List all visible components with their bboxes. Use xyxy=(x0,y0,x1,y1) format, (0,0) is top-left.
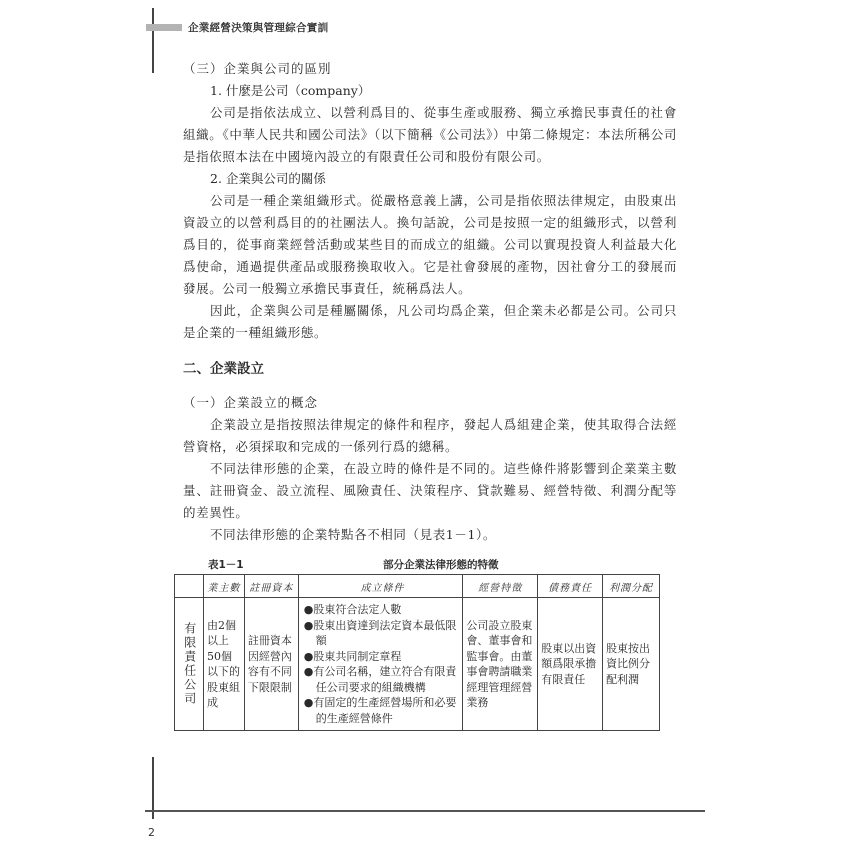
cell-liability: 股東以出資額爲限承擔有限責任 xyxy=(538,598,603,731)
cell-conditions xyxy=(298,598,463,731)
paragraph-establishment-1: 企業設立是指按照法律規定的條件和程序，發起人爲組建企業，使其取得合法經營資格，必須採取和完成的一係列行爲的總稱。 xyxy=(183,417,677,454)
subheading-relationship: 2. 企業與公司的關係 xyxy=(210,171,326,186)
cell-owners: 由2個以上50個以下的股東組成 xyxy=(203,598,244,731)
header-bar xyxy=(146,24,182,31)
paragraph-company-definition: 公司是指依法成立、以營利爲目的、從事生產或服務、獨立承擔民事責任的社會組織。《中華人民共和國公司法》（以下簡稱《公司法》）中第二條規定：本法所稱公司是指依照本法在中國境內設立的有限責任公司和股份有限公司。 xyxy=(183,105,677,164)
legal-forms-table xyxy=(174,574,660,731)
condition-item: ●有固定的生產經營場所和必要的生產經營條件 xyxy=(303,696,457,725)
condition-item: ●有公司名稱，建立符合有限責任公司要求的組織機構 xyxy=(303,665,457,694)
page-content xyxy=(183,58,677,731)
bullet-icon: ● xyxy=(303,665,314,678)
cell-profit: 股東按出資比例分配利潤 xyxy=(603,598,660,731)
condition-item: ●股東符合法定人數 xyxy=(303,603,402,616)
subheading-establishment-concept: （一）企業設立的概念 xyxy=(183,395,319,410)
paragraph-relationship-1: 公司是一種企業組織形式。從嚴格意義上講，公司是指依照法律規定，由股東出資設立的以營利爲目的的社團法人。換句話說，公司是按照一定的組織形式，以營利爲目的，從事商業經營活動或某些目的而成立的組織。公司以實現投資人利益最大化爲使命，通過提供產品或服務換取收入。它是社會發展的產物，因社會分工的發展而發展。公司一般獨立承擔民事責任，統稱爲法人。 xyxy=(183,193,677,296)
bullet-icon: ● xyxy=(303,618,314,632)
header-capital: 註冊資本 xyxy=(244,575,298,598)
bullet-icon: ● xyxy=(303,649,314,663)
paragraph-establishment-2: 不同法律形態的企業，在設立時的條件是不同的。這些條件將影響到企業業主數量、註冊資金、設立流程、風險責任、決策程序、貸款難易、經營特徵、利潤分配等的差異性。 xyxy=(183,461,677,520)
section-heading-establishment: 二、企業設立 xyxy=(183,361,264,377)
cell-type: 有限責任公司 xyxy=(175,598,204,731)
paragraph-relationship-2: 因此，企業與公司是種屬關係，凡公司均爲企業，但企業未必都是公司。公司只是企業的一種組織形態。 xyxy=(183,303,677,340)
header-profit: 利潤分配 xyxy=(603,575,660,598)
table-number: 表1－1 xyxy=(208,559,244,571)
paragraph-establishment-3: 不同法律形態的企業特點各不相同（見表1－1）。 xyxy=(210,527,496,542)
margin-rule-top xyxy=(152,8,154,73)
condition-item: ●股東出資達到法定資本最低限額 xyxy=(303,618,457,647)
condition-item: ●股東共同制定章程 xyxy=(303,649,402,663)
header-liability: 債務責任 xyxy=(538,575,603,598)
table-caption xyxy=(183,554,677,574)
table-row xyxy=(175,598,660,731)
bullet-icon: ● xyxy=(303,696,314,709)
subheading-what-is-company: 1. 什麼是公司（company） xyxy=(210,83,371,98)
header-conditions: 成立條件 xyxy=(298,575,463,598)
header-owners: 業主數 xyxy=(203,575,244,598)
running-head: 企業經營決策與管理綜合實訓 xyxy=(188,22,329,34)
bullet-icon: ● xyxy=(303,603,314,616)
header-type xyxy=(175,575,204,598)
page-number: 2 xyxy=(148,826,155,839)
header-operation: 經營特徵 xyxy=(463,575,538,598)
cell-operation: 公司設立股東會、董事會和監事會。由董事會聘請職業經理管理經營業務 xyxy=(463,598,538,731)
cell-capital: 註冊資本因經營內容有不同下限限制 xyxy=(244,598,298,731)
section-heading-3: （三）企業與公司的區別 xyxy=(183,61,332,76)
table-header-row xyxy=(175,575,660,598)
table-title: 部分企業法律形態的特徵 xyxy=(383,559,499,571)
footer-rule xyxy=(145,810,705,812)
